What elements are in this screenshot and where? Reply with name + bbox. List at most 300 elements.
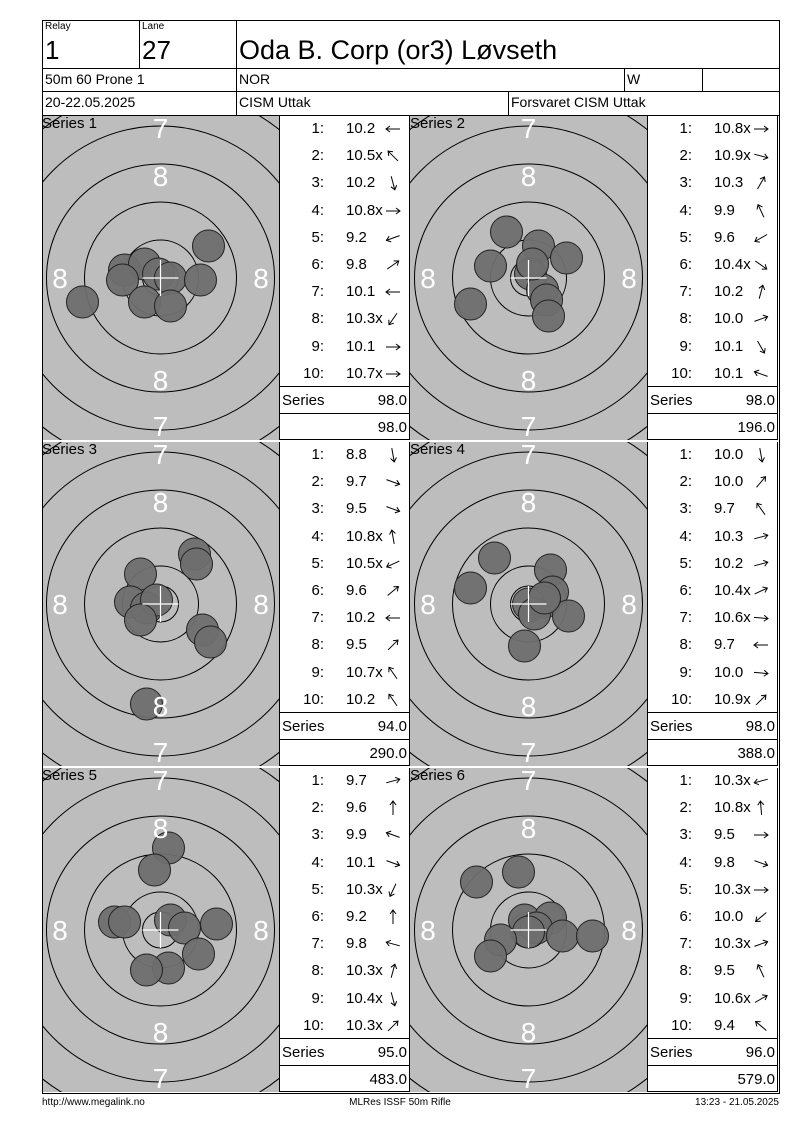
shot-score: 9.7 [346,473,367,491]
shot-number: 6: [679,582,692,599]
direction-arrow-icon [384,799,402,817]
direction-arrow-icon [752,528,770,546]
shot-row [648,169,778,196]
direction-arrow-icon [384,147,402,165]
cumulative-total-row [648,1065,778,1092]
shot-number: 3: [679,174,692,192]
cumulative-total-row [280,739,410,766]
direction-arrow-icon [384,446,402,464]
shot-row [280,686,410,713]
shot-score: 10.0 [714,446,744,463]
shot-hole [125,604,157,636]
direction-arrow-icon [752,609,770,627]
series-total-value: 98.0 [745,392,775,409]
direction-arrow-icon [384,473,402,491]
cumulative-total-value: 483.0 [369,1071,407,1088]
target-rings [42,768,279,1092]
series-total-label: Series [282,392,325,409]
ring-number: 7 [152,768,169,796]
shot-number: 6: [679,256,692,273]
shot-number: 4: [311,527,324,545]
shot-row [648,115,778,142]
shot-hole [185,264,217,296]
shot-score: 10.3 [714,174,744,192]
ring-number: 7 [152,1063,169,1092]
target-image [42,116,279,440]
shot-number: 4: [311,201,324,219]
series-total-row [648,712,778,739]
nation-cell: NOR [237,69,625,92]
shot-score: 10.2 [346,609,376,627]
series-title: Series 4 [410,441,466,458]
direction-arrow-icon [384,555,402,573]
cumulative-total-row [648,739,778,766]
shot-row [280,794,410,821]
shot-hole [195,626,227,658]
shot-number: 4: [679,853,692,871]
shot-row [280,876,410,903]
shot-score: 10.2 [346,120,376,137]
ring-number: 7 [520,768,537,796]
ring-number: 8 [152,813,169,844]
series-total-label: Series [282,718,325,735]
shot-hole [475,940,507,972]
shot-number: 10: [671,1016,692,1034]
footer-timestamp: 13:23 - 21.05.2025 [695,1097,779,1108]
ring-number: 8 [152,487,169,518]
shot-row [648,550,778,577]
shot-score: 10.4x [714,256,751,273]
shot-score: 10.0 [714,473,744,491]
direction-arrow-icon [752,256,770,274]
shot-hole [183,938,215,970]
cumulative-total-value: 196.0 [737,419,775,436]
shooter-name: Oda B. Corp (or3) Løvseth [239,35,558,65]
direction-arrow-icon [752,147,770,165]
shot-row [648,957,778,984]
direction-arrow-icon [384,229,402,247]
shot-score: 10.9x [714,147,751,165]
shot-row [280,305,410,332]
shot-row [648,278,778,305]
relay-label: Relay [45,21,71,32]
ring-number: 8 [253,915,269,946]
shot-row [280,278,410,305]
target-image [410,116,647,440]
shot-score: 10.8x [714,799,751,817]
shot-score: 10.3 [714,527,744,545]
direction-arrow-icon [752,229,770,247]
shot-list [647,768,778,1092]
direction-arrow-icon [752,202,770,220]
direction-arrow-icon [384,338,402,356]
shot-row [648,604,778,631]
cumulative-total-value: 579.0 [737,1071,775,1088]
shot-score: 10.8x [346,201,383,219]
shot-number: 7: [679,609,692,627]
lane-label: Lane [142,21,165,32]
shot-list [279,116,410,440]
shot-number: 8: [679,310,692,328]
direction-arrow-icon [384,1017,402,1035]
shot-list [279,768,410,1092]
series-total-value: 94.0 [377,718,407,735]
shot-row [648,985,778,1012]
shot-row [280,523,410,550]
ring-number: 8 [152,1017,169,1048]
shot-number: 6: [311,256,324,273]
header-panel [42,20,780,116]
ring-number: 7 [520,411,537,440]
ring-number: 8 [52,589,68,620]
direction-arrow-icon [752,935,770,953]
shot-number: 3: [679,826,692,844]
shot-row [280,631,410,658]
target-image [410,442,647,766]
shot-row [280,142,410,169]
shot-score: 10.5x [346,147,383,165]
lane-value: 27 [142,35,171,65]
relay-cell [43,21,140,69]
series-total-row [648,1038,778,1065]
shot-score: 10.8x [346,527,383,545]
direction-arrow-icon [752,772,770,790]
shot-row [648,523,778,550]
shot-number: 2: [679,147,692,165]
ring-number: 8 [420,915,436,946]
shot-number: 9: [311,989,324,1007]
shot-score: 10.1 [346,853,376,871]
direction-arrow-icon [752,1017,770,1035]
shot-score: 10.1 [714,364,744,382]
relay-value: 1 [45,35,60,65]
shot-score: 9.7 [714,500,735,518]
shot-number: 5: [311,554,324,572]
shot-hole [181,548,213,580]
shot-hole [533,300,565,332]
shot-row [280,903,410,930]
target-image [410,768,647,1092]
ring-number: 8 [520,1017,537,1048]
shot-row [648,305,778,332]
shot-number: 5: [679,554,692,572]
shot-score: 10.1 [346,337,376,355]
shot-number: 5: [679,228,692,246]
shot-row [280,985,410,1012]
direction-arrow-icon [752,826,770,844]
shot-number: 1: [311,772,324,789]
cumulative-total-row [280,413,410,440]
shot-number: 10: [303,1016,324,1034]
series-total-value: 98.0 [745,718,775,735]
shot-number: 7: [679,935,692,953]
direction-arrow-icon [752,691,770,709]
direction-arrow-icon [752,174,770,192]
direction-arrow-icon [384,962,402,980]
shot-score: 9.9 [714,201,735,219]
shot-score: 10.3x [346,962,383,980]
shot-number: 8: [679,636,692,654]
direction-arrow-icon [752,799,770,817]
shot-score: 10.3x [714,880,751,898]
shot-number: 1: [679,120,692,137]
shot-hole [529,582,561,614]
direction-arrow-icon [384,365,402,383]
cumulative-total-row [648,413,778,440]
series-total-label: Series [650,1044,693,1061]
event-cell: 50m 60 Prone 1 [43,69,237,92]
ring-number: 8 [253,263,269,294]
series-total-value: 98.0 [377,392,407,409]
shot-number: 1: [679,446,692,463]
direction-arrow-icon [752,555,770,573]
shot-score: 10.8x [714,120,751,137]
shot-score: 9.5 [346,636,367,654]
ring-number: 8 [152,161,169,192]
ring-number: 7 [152,737,169,766]
direction-arrow-icon [752,990,770,1008]
direction-arrow-icon [384,582,402,600]
ring-number: 7 [520,442,537,470]
direction-arrow-icon [752,473,770,491]
shot-number: 8: [311,310,324,328]
direction-arrow-icon [752,446,770,464]
shot-number: 2: [311,473,324,491]
shot-number: 8: [311,636,324,654]
shot-number: 2: [679,799,692,817]
shot-hole [577,920,609,952]
shot-row [280,604,410,631]
footer-url[interactable]: http://www.megalink.no [42,1097,145,1108]
direction-arrow-icon [384,500,402,518]
series-title: Series 3 [42,441,98,458]
shot-score: 9.8 [346,935,367,953]
blank-cell [703,69,779,92]
shot-number: 7: [311,609,324,627]
shot-number: 2: [679,473,692,491]
shot-list [647,116,778,440]
competition-cell: CISM Uttak [237,92,509,115]
shot-row [280,468,410,495]
target-rings [410,116,647,440]
shot-number: 6: [679,908,692,925]
shot-row [648,142,778,169]
shot-number: 3: [311,500,324,518]
shot-hole [455,288,487,320]
shot-row [280,1012,410,1039]
direction-arrow-icon [752,120,770,138]
ring-number: 8 [621,915,637,946]
shot-score: 9.6 [346,582,367,599]
ring-number: 8 [520,691,537,722]
shot-row [280,251,410,278]
shot-number: 6: [311,908,324,925]
direction-arrow-icon [752,636,770,654]
shot-score: 9.5 [346,500,367,518]
shot-row [648,1012,778,1039]
direction-arrow-icon [752,881,770,899]
shot-row [280,659,410,686]
shot-hole [517,248,549,280]
target-image [42,442,279,766]
series-total-label: Series [650,392,693,409]
shot-score: 10.1 [714,337,744,355]
direction-arrow-icon [384,935,402,953]
date-cell: 20-22.05.2025 [43,92,237,115]
direction-arrow-icon [384,854,402,872]
shot-score: 9.9 [346,826,367,844]
shot-row [648,224,778,251]
ring-number: 8 [520,487,537,518]
shot-number: 7: [679,283,692,301]
series-total-row [280,712,410,739]
shot-row [280,577,410,604]
ring-number: 8 [420,263,436,294]
shot-score: 9.8 [346,256,367,273]
shot-hole [201,908,233,940]
shot-row [280,169,410,196]
club-cell: Forsvaret CISM Uttak [511,94,646,110]
ring-number: 8 [621,263,637,294]
cumulative-total-value: 98.0 [377,419,407,436]
gender-cell: W [625,69,703,92]
shot-score: 9.7 [714,636,735,654]
shot-number: 10: [671,690,692,708]
cumulative-total-row [280,1065,410,1092]
shot-row [648,441,778,468]
shot-number: 5: [679,880,692,898]
ring-number: 8 [520,365,537,396]
shot-number: 1: [311,446,324,463]
shot-score: 10.2 [346,174,376,192]
shot-number: 2: [311,799,324,817]
ring-number: 8 [621,589,637,620]
direction-arrow-icon [384,174,402,192]
series-title: Series 5 [42,767,98,784]
shot-number: 8: [311,962,324,980]
shot-row [280,957,410,984]
series-title: Series 1 [42,115,98,132]
direction-arrow-icon [752,854,770,872]
shot-row [648,794,778,821]
shot-row [648,903,778,930]
direction-arrow-icon [384,609,402,627]
shot-number: 10: [303,690,324,708]
ring-number: 7 [520,116,537,144]
direction-arrow-icon [384,202,402,220]
target-rings [410,768,647,1092]
direction-arrow-icon [384,772,402,790]
series-title: Series 6 [410,767,466,784]
shot-row [648,197,778,224]
shot-list [279,442,410,766]
shot-hole [131,954,163,986]
footer-software: MLRes ISSF 50m Rifle [349,1097,451,1108]
shot-score: 10.6x [714,989,751,1007]
shot-score: 10.3x [346,1016,383,1034]
shot-number: 9: [679,663,692,681]
direction-arrow-icon [752,582,770,600]
shot-score: 10.2 [714,554,744,572]
shot-row [280,821,410,848]
shot-number: 6: [311,582,324,599]
direction-arrow-icon [752,283,770,301]
shot-score: 9.5 [714,962,735,980]
direction-arrow-icon [384,881,402,899]
series-total-label: Series [282,1044,325,1061]
direction-arrow-icon [384,256,402,274]
shot-hole [503,856,535,888]
shot-number: 7: [311,935,324,953]
target-image [42,768,279,1092]
shot-row [648,577,778,604]
shot-score: 9.6 [714,228,735,246]
direction-arrow-icon [752,338,770,356]
shot-row [648,495,778,522]
shot-row [648,659,778,686]
shot-row [648,930,778,957]
lane-cell [140,21,237,69]
shot-hole [155,290,187,322]
shot-number: 10: [303,364,324,382]
shot-score: 10.3x [346,310,383,328]
shot-number: 1: [679,772,692,789]
shot-number: 9: [311,663,324,681]
shot-row [280,360,410,387]
series-total-row [280,1038,410,1065]
shooter-name-cell [237,21,779,69]
shot-row [648,360,778,387]
shot-number: 3: [311,826,324,844]
direction-arrow-icon [384,826,402,844]
shot-score: 9.2 [346,908,367,925]
direction-arrow-icon [752,365,770,383]
shot-number: 3: [679,500,692,518]
shot-score: 10.7x [346,663,383,681]
shot-number: 9: [679,989,692,1007]
shot-score: 9.5 [714,826,735,844]
direction-arrow-icon [384,636,402,654]
direction-arrow-icon [384,908,402,926]
shot-row [280,224,410,251]
shot-row [648,468,778,495]
shot-row [648,849,778,876]
shot-score: 10.1 [346,283,376,301]
shot-score: 10.7x [346,364,383,382]
shot-number: 9: [311,337,324,355]
shot-hole [479,542,511,574]
shot-hole [509,630,541,662]
shot-row [280,197,410,224]
ring-number: 8 [152,691,169,722]
shot-row [280,767,410,794]
direction-arrow-icon [384,691,402,709]
shot-score: 10.3x [714,772,751,789]
ring-number: 7 [152,116,169,144]
ring-number: 7 [152,442,169,470]
shot-score: 10.6x [714,609,751,627]
shot-number: 5: [311,228,324,246]
shot-score: 10.4x [714,582,751,599]
shot-hole [551,242,583,274]
shot-hole [547,920,579,952]
shot-score: 9.7 [346,772,367,789]
shot-hole [461,866,493,898]
shot-score: 10.9x [714,690,751,708]
shot-number: 3: [311,174,324,192]
shot-row [280,550,410,577]
shot-list [647,442,778,766]
